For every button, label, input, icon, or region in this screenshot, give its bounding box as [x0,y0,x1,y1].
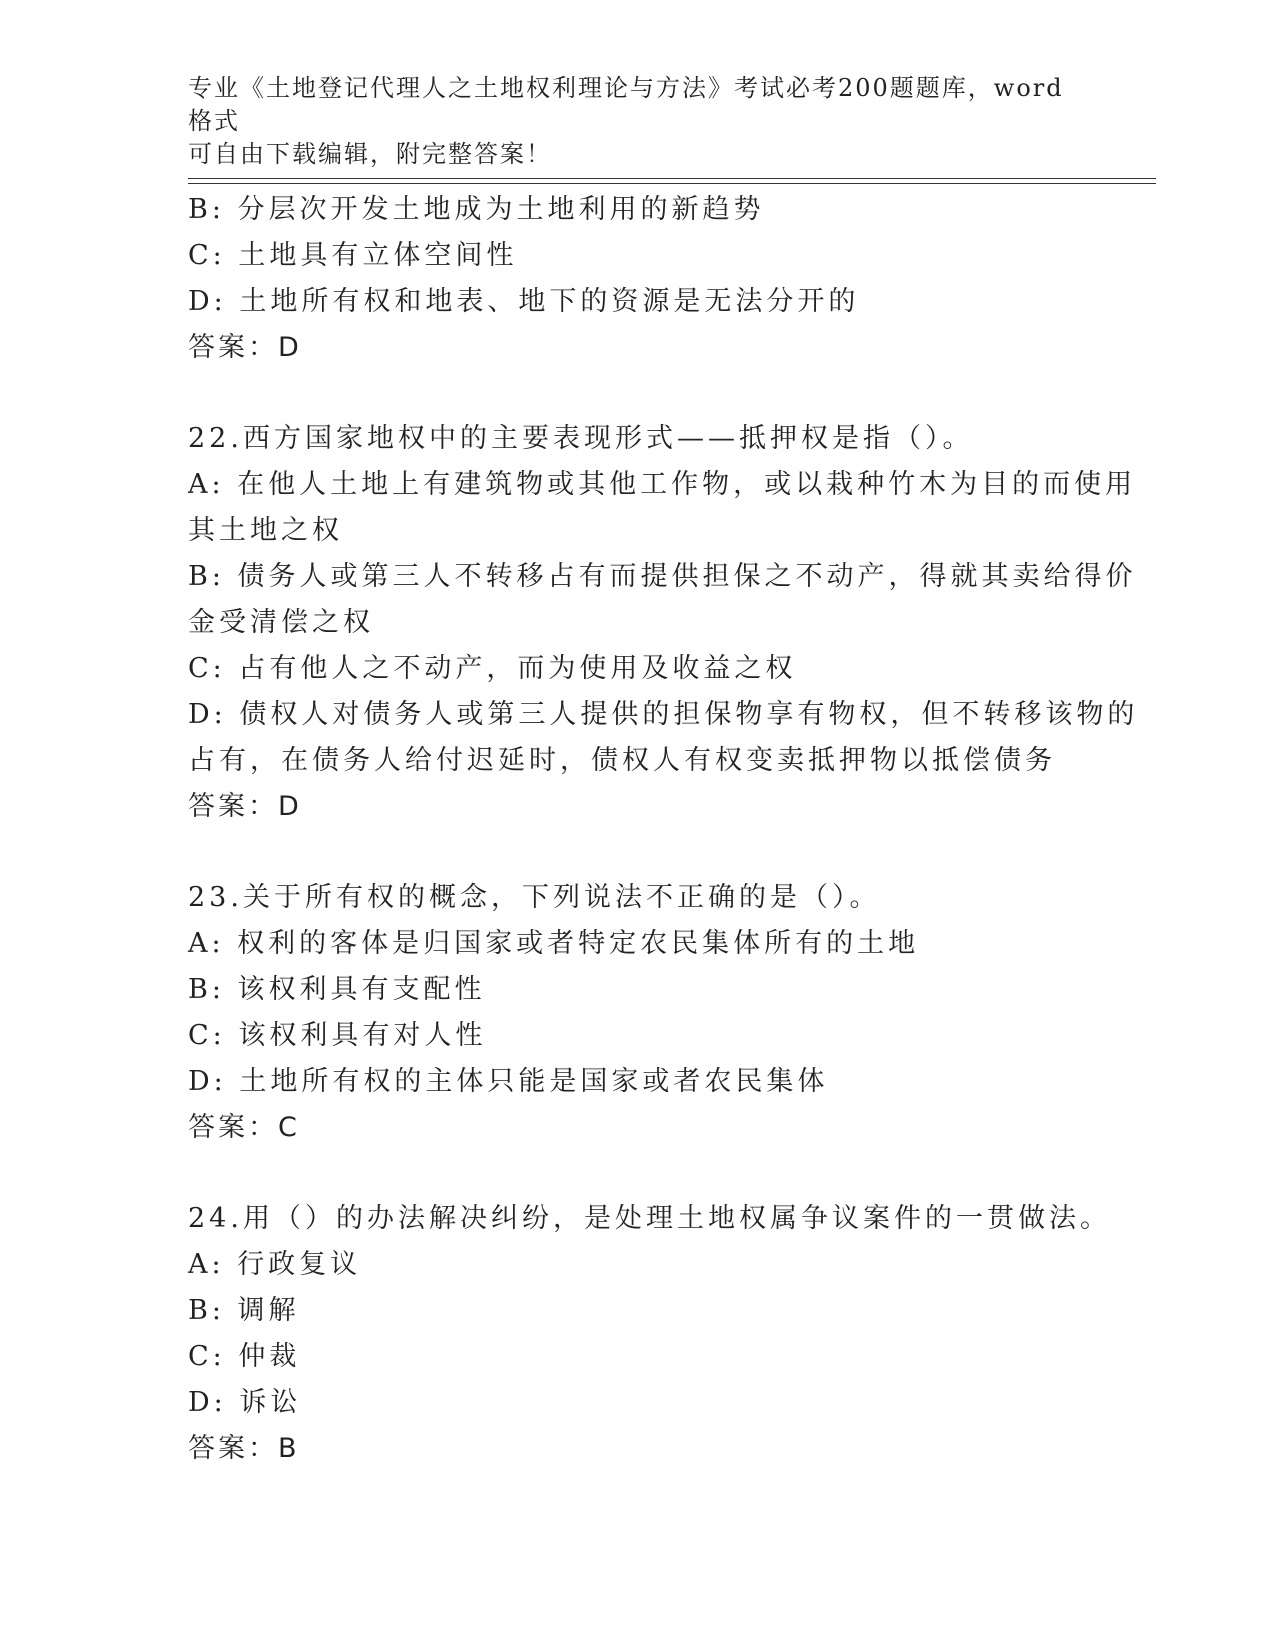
answer-line: 答案：D [188,332,302,363]
option-c: C: 占有他人之不动产，而为使用及收益之权 [188,653,797,684]
answer-line: 答案：D [188,791,302,822]
spacer [188,830,1088,875]
option-a-continued: 其土地之权 [188,515,343,546]
header-divider-top [188,178,1156,179]
question-continued [188,187,1088,371]
question-22 [188,416,1139,830]
spacer [188,1151,1088,1196]
option-a: A: 在他人土地上有建筑物或其他工作物，或以栽种竹木为目的而使用 [188,469,1137,500]
option-b: B: 调解 [188,1295,300,1326]
option-d: D: 土地所有权的主体只能是国家或者农民集体 [188,1066,829,1097]
option-b: B: 分层次开发土地成为土地利用的新趋势 [188,194,765,225]
option-d: D: 诉讼 [188,1387,302,1418]
header-divider-bottom [188,183,1156,184]
option-d: D: 土地所有权和地表、地下的资源是无法分开的 [188,286,860,317]
question-stem: 23.关于所有权的概念，下列说法不正确的是（）。 [188,882,881,913]
option-b: B: 债务人或第三人不转移占有而提供担保之不动产，得就其卖给得价 [188,561,1137,592]
option-d: D: 债权人对债务人或第三人提供的担保物享有物权，但不转移该物的 [188,699,1139,730]
option-b: B: 该权利具有支配性 [188,974,486,1005]
option-b-continued: 金受清偿之权 [188,607,374,638]
option-d-continued: 占有，在债务人给付迟延时，债权人有权变卖抵押物以抵偿债务 [188,745,1056,776]
option-c: C: 土地具有立体空间性 [188,240,518,271]
header-title-line-2: 可自由下载编辑，附完整答案！ [188,140,552,168]
option-a: A: 行政复议 [188,1249,362,1280]
header-title-line-1: 专业《土地登记代理人之土地权利理论与方法》考试必考200题题库，word格式 [188,74,1064,135]
question-stem: 24.用（）的办法解决纠纷，是处理土地权属争议案件的一贯做法。 [188,1203,1111,1234]
document-header [188,72,1088,171]
option-c: C: 该权利具有对人性 [188,1020,487,1051]
document-body [188,187,1139,1472]
question-stem: 22.西方国家地权中的主要表现形式——抵押权是指（）。 [188,423,974,454]
question-23 [188,875,1088,1151]
question-24 [188,1196,1111,1472]
option-c: C: 仲裁 [188,1341,301,1372]
option-a: A: 权利的客体是归国家或者特定农民集体所有的土地 [188,928,920,959]
answer-line: 答案：C [188,1112,300,1143]
spacer [188,371,1088,416]
answer-line: 答案：B [188,1433,300,1464]
